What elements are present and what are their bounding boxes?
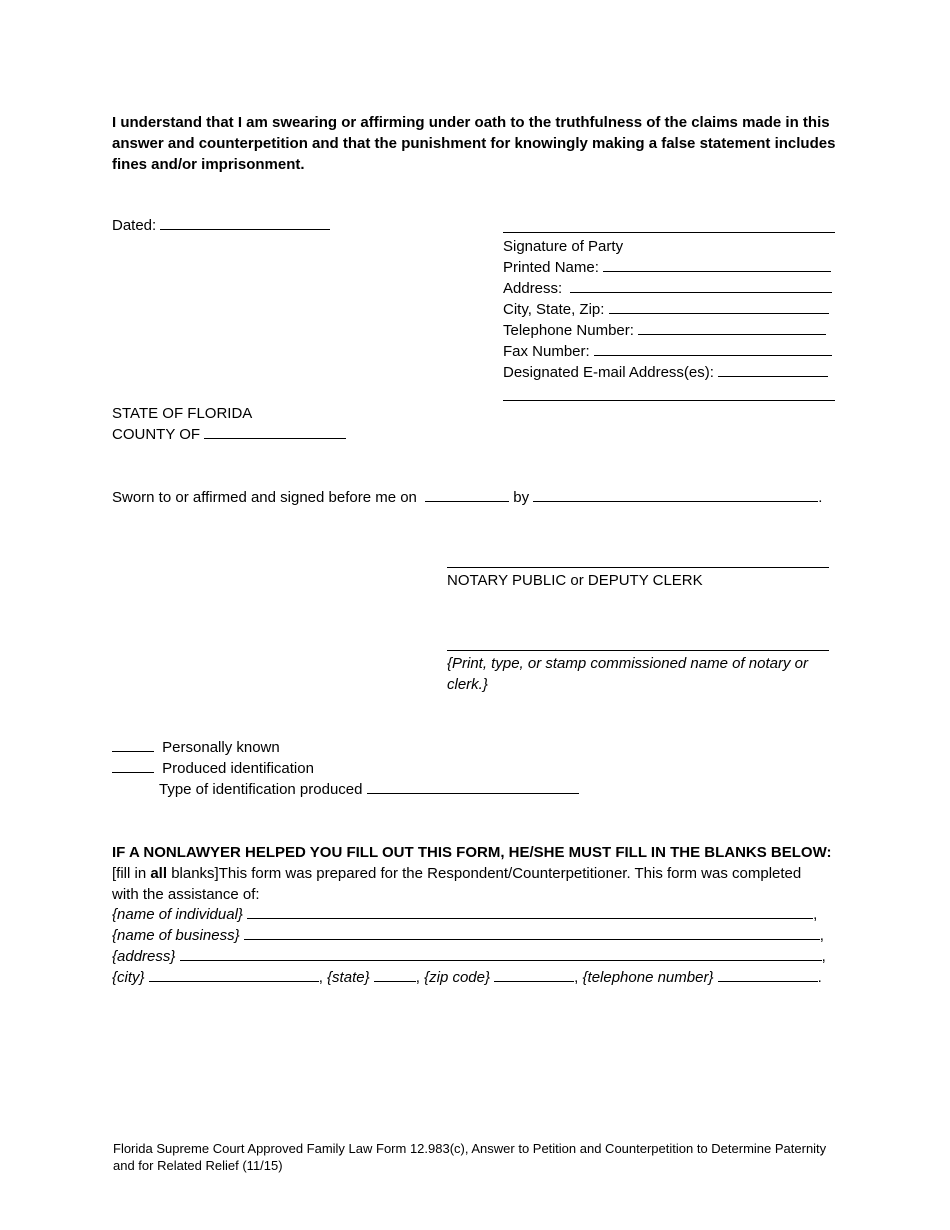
fax-blank[interactable]: [594, 341, 832, 356]
produced-id-label: Produced identification: [162, 760, 314, 777]
email-continuation-line[interactable]: [503, 400, 835, 401]
sworn-by: by: [513, 489, 530, 506]
personally-known-label: Personally known: [162, 739, 280, 756]
city-state-zip-phone-row[interactable]: {city} , {state} , {zip code} , {telephone number} .: [112, 969, 822, 986]
sworn-statement[interactable]: Sworn to or affirmed and signed before me on by .: [112, 489, 823, 506]
nonlawyer-instruction: [fill in all blanks]This form was prepared for the Respondent/Counterpetitioner. This form was completed with the assistance of:: [112, 865, 802, 903]
email-field[interactable]: [503, 362, 828, 383]
name-of-business-blank[interactable]: [244, 925, 820, 940]
notary-name-line[interactable]: [447, 650, 829, 651]
state-of-florida: STATE OF FLORIDA: [112, 405, 253, 422]
email-blank[interactable]: [718, 362, 828, 377]
sworn-date-blank[interactable]: [425, 487, 509, 502]
form-footer: Florida Supreme Court Approved Family Law Form 12.983(c), Answer to Petition and Counterpetition to Determine Paternity and for Related Relief (11/15): [113, 1141, 827, 1173]
printed-name-blank[interactable]: [603, 257, 831, 272]
notary-title: NOTARY PUBLIC or DEPUTY CLERK: [447, 572, 703, 589]
signature-of-party-label: Signature of Party: [503, 238, 624, 255]
dated-label: Dated:: [112, 217, 157, 234]
name-of-business-label: {name of business}: [112, 927, 240, 944]
notary-signature-line[interactable]: [447, 567, 829, 568]
fax-field[interactable]: [503, 341, 832, 362]
city-state-zip-field[interactable]: [503, 299, 829, 320]
sworn-text: Sworn to or affirmed and signed before me on: [112, 489, 417, 506]
personally-known-option[interactable]: [112, 737, 280, 758]
fax-label: Fax Number:: [503, 343, 590, 360]
telephone-label: Telephone Number:: [503, 322, 634, 339]
party-signature-line[interactable]: [503, 232, 835, 233]
printed-name-label: Printed Name:: [503, 259, 599, 276]
telephone-blank[interactable]: [638, 320, 826, 335]
printed-name-field[interactable]: [503, 257, 831, 278]
telephone-number-label: {telephone number}: [582, 969, 714, 986]
id-type-label: Type of identification produced: [159, 781, 363, 798]
city-blank[interactable]: [149, 967, 319, 982]
dated-field[interactable]: [112, 215, 330, 236]
email-label: Designated E-mail Address(es):: [503, 364, 714, 381]
id-type-field[interactable]: [159, 779, 579, 800]
telephone-field[interactable]: [503, 320, 826, 341]
address-field[interactable]: [503, 278, 832, 299]
county-label: COUNTY OF: [112, 426, 201, 443]
zip-label: {zip code}: [424, 969, 490, 986]
oath-statement: I understand that I am swearing or affirming under oath to the truthfulness of the claims made in this answer and counterpetition and that the punishment for knowingly making a false statement includes fines and/or imprisonment.: [112, 114, 836, 173]
name-of-business-field[interactable]: {name of business} ,: [112, 927, 824, 944]
name-of-individual-blank[interactable]: [247, 904, 813, 919]
county-blank[interactable]: [204, 424, 346, 439]
state-label: {state}: [327, 969, 370, 986]
dated-blank[interactable]: [160, 215, 330, 230]
county-field[interactable]: [112, 424, 346, 445]
personally-known-blank[interactable]: [112, 737, 154, 752]
sworn-by-blank[interactable]: [533, 487, 818, 502]
produced-id-option[interactable]: [112, 758, 314, 779]
zip-blank[interactable]: [494, 967, 574, 982]
state-blank[interactable]: [374, 967, 416, 982]
name-of-individual-label: {name of individual}: [112, 906, 243, 923]
city-label: {city}: [112, 969, 145, 986]
nonlawyer-heading: IF A NONLAWYER HELPED YOU FILL OUT THIS FORM, HE/SHE MUST FILL IN THE BLANKS BELOW:: [112, 844, 832, 861]
notary-print-instruction: {Print, type, or stamp commissioned name of notary or clerk.}: [447, 655, 808, 693]
name-of-individual-field[interactable]: {name of individual} ,: [112, 906, 818, 923]
address-blank[interactable]: [570, 278, 832, 293]
telephone-number-blank[interactable]: [718, 967, 818, 982]
address-label: Address:: [503, 280, 563, 297]
city-state-zip-label: City, State, Zip:: [503, 301, 605, 318]
nonlawyer-address-field[interactable]: {address} ,: [112, 948, 826, 965]
id-type-blank[interactable]: [367, 779, 579, 794]
nonlawyer-address-label: {address}: [112, 948, 176, 965]
produced-id-blank[interactable]: [112, 758, 154, 773]
nonlawyer-address-blank[interactable]: [180, 946, 822, 961]
city-state-zip-blank[interactable]: [609, 299, 829, 314]
